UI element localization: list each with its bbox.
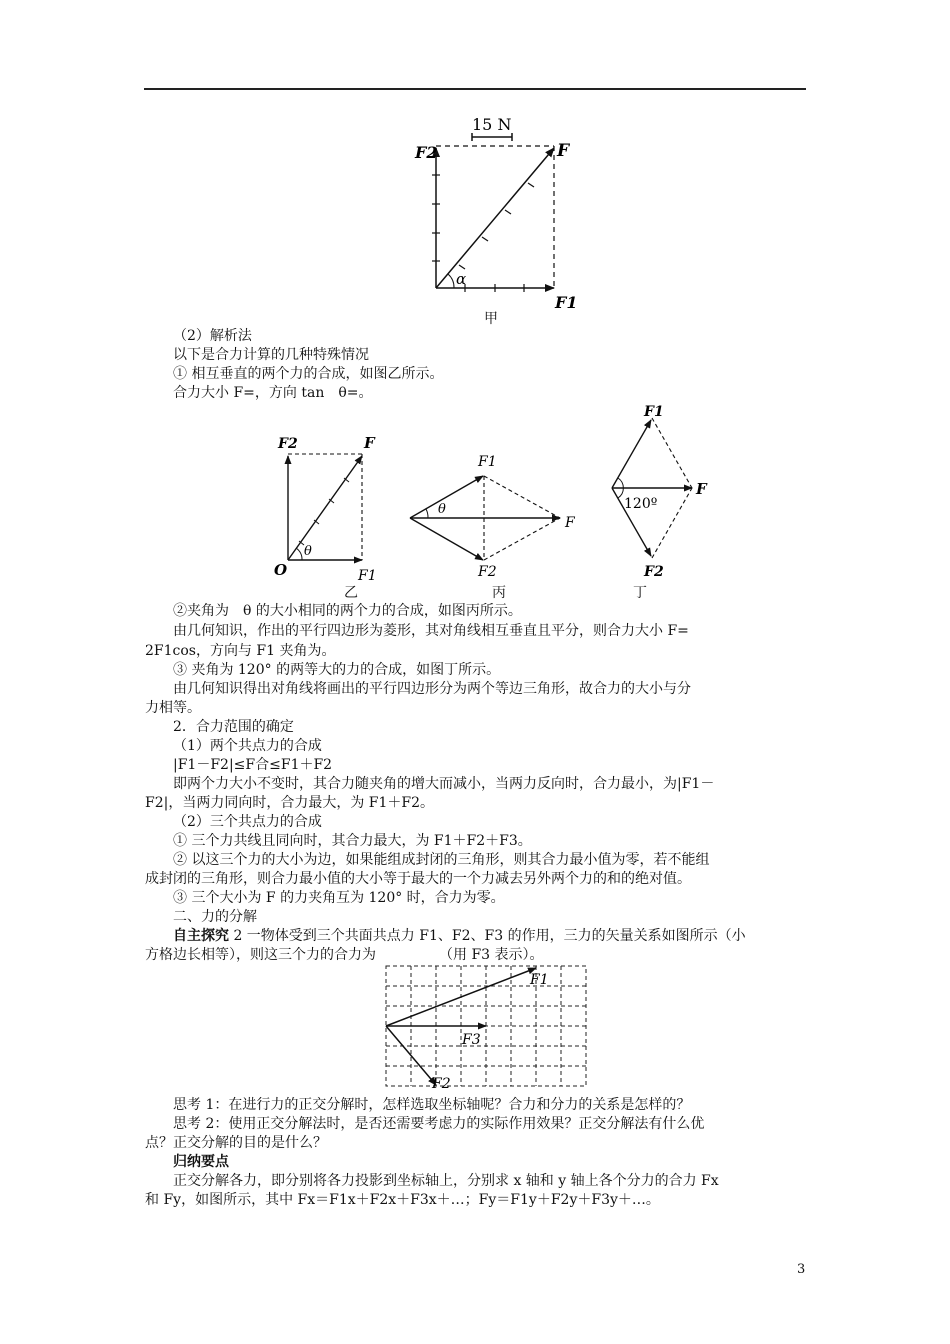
- figure-grid: [380, 962, 600, 1092]
- label-F2: F2: [432, 1076, 451, 1092]
- text-line: ① 相互垂直的两个力的合成，如图乙所示。: [173, 366, 444, 382]
- text-line: 合力大小 F=，方向 tan θ=。: [173, 385, 373, 401]
- text-line: F2|，当两力同向时，合力最大，为 F1＋F2。: [145, 795, 435, 811]
- label-F: F: [565, 515, 575, 531]
- caption-bing: 丙: [492, 585, 506, 601]
- self-study-label: 自主探究: [173, 928, 229, 944]
- label-F: F: [696, 480, 707, 498]
- label-F1: F1: [478, 454, 497, 470]
- text-line: ③ 三个大小为 F 的力夹角互为 120° 时，合力为零。: [173, 890, 505, 906]
- label-F: F: [557, 141, 570, 161]
- caption-ding: 丁: [633, 585, 647, 601]
- label-F1: F1: [644, 404, 664, 420]
- label-F2: F2: [644, 564, 664, 580]
- header-rule: [144, 88, 806, 90]
- figure-bing: [400, 452, 590, 582]
- label-F3: F3: [462, 1032, 481, 1048]
- label-F2: F2: [415, 143, 438, 162]
- text-line: ② 以这三个力的大小为边，如果能组成封闭的三角形，则其合力最小值为零，若不能组: [173, 852, 710, 868]
- page-number: 3: [797, 1262, 806, 1277]
- text-line: ① 三个力共线且同向时，其合力最大，为 F1＋F2＋F3。: [173, 833, 532, 849]
- text-line: |F1－F2|≤F合≤F1＋F2: [173, 757, 333, 773]
- text-line: ②夹角为 θ 的大小相同的两个力的合成，如图丙所示。: [173, 603, 522, 619]
- text-line: 思考 2：使用正交分解法时，是否还需要考虑力的实际作用效果？正交分解法有什么优: [173, 1116, 705, 1132]
- text-line: [145, 927, 838, 945]
- text-line: （2）解析法: [173, 328, 252, 344]
- figure-ding: [600, 402, 720, 582]
- figure-yi: [270, 428, 380, 588]
- theta-label: θ: [304, 544, 312, 559]
- label-F1: F1: [358, 568, 377, 584]
- text-line: （1）两个共点力的合成: [173, 738, 322, 754]
- text-line: 二、力的分解: [173, 909, 257, 925]
- text-line: 和 Fy，如图所示，其中 Fx＝F1x＋F2x＋F3x＋…；Fy＝F1y＋F2y＋F3y＋…。: [145, 1192, 660, 1208]
- text-run: 2 一物体受到三个共面共点力 F1、F2、F3 的作用，三力的矢量关系如图所示（小: [229, 928, 746, 944]
- text-line: 正交分解各力，即分别将各力投影到坐标轴上，分别求 x 轴和 y 轴上各个分力的合力 Fx: [173, 1173, 719, 1189]
- text-line: 力相等。: [145, 700, 201, 716]
- text-line: 点？正交分解的目的是什么？: [145, 1135, 327, 1151]
- text-line: 即两个力大小不变时，其合力随夹角的增大而减小，当两力反向时，合力最小，为|F1－: [173, 776, 715, 792]
- label-F1: F1: [530, 972, 549, 988]
- scale-label: 15 N: [472, 115, 512, 134]
- text-line: （2）三个共点力的合成: [173, 814, 322, 830]
- text-line: 成封闭的三角形，则合力最小值的大小等于最大的一个力减去另外两个力的和的绝对值。: [145, 871, 691, 887]
- label-O: O: [274, 561, 288, 579]
- figure-jia: [405, 108, 585, 320]
- angle-alpha: α: [456, 270, 467, 288]
- text-line: 以下是合力计算的几种特殊情况: [173, 347, 369, 363]
- text-line: 方格边长相等），则这三个力的合力为 （用 F3 表示）。: [145, 947, 544, 963]
- caption-jia: 甲: [484, 311, 498, 327]
- angle-label: 120º: [624, 496, 658, 512]
- text-line: 由几何知识，作出的平行四边形为菱形，其对角线相互垂直且平分，则合力大小 F=: [173, 623, 689, 639]
- text-line: 2．合力范围的确定: [173, 719, 294, 735]
- text-line: ③ 夹角为 120° 的两等大的力的合成，如图丁所示。: [173, 662, 501, 678]
- label-F2: F2: [478, 564, 497, 580]
- label-F: F: [364, 434, 375, 452]
- text-line: 由几何知识得出对角线将画出的平行四边形分为两个等边三角形，故合力的大小与分: [173, 681, 691, 697]
- label-F2: F2: [278, 436, 298, 452]
- text-line: 思考 1：在进行力的正交分解时，怎样选取坐标轴呢？合力和分力的关系是怎样的？: [173, 1097, 691, 1113]
- section-heading: 归纳要点: [173, 1154, 229, 1170]
- text-line: 2F1cos，方向与 F1 夹角为。: [145, 643, 336, 659]
- label-F1: F1: [555, 293, 578, 312]
- theta-label: θ: [438, 502, 446, 517]
- caption-yi: 乙: [344, 585, 358, 601]
